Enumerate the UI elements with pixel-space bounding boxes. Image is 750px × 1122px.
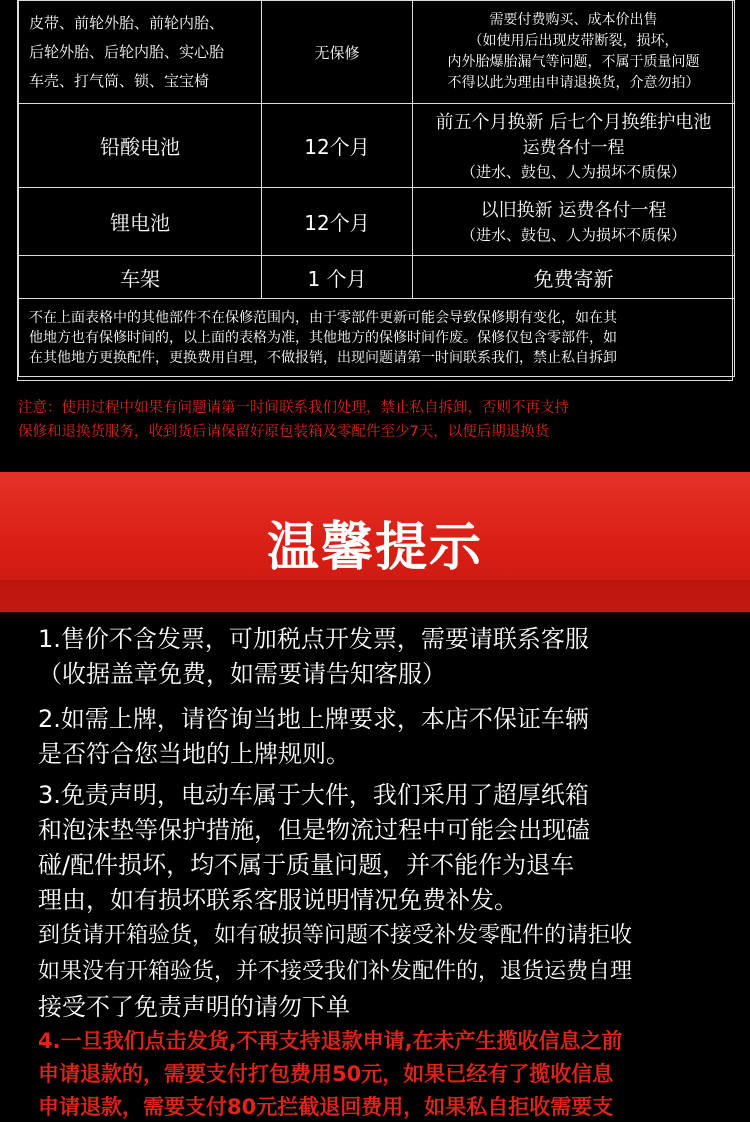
period-cell: 12个月: [262, 104, 413, 188]
tips-list: [38, 622, 738, 1122]
table-row: [19, 299, 735, 377]
period-cell: 12个月: [262, 188, 413, 256]
tip-line: 如果没有开箱验货，并不接受我们补发配件的，退货运费自理: [38, 959, 633, 984]
policy-line: （进水、鼓包、人为损坏不质保）: [460, 162, 686, 181]
tip-line: （收据盖章免费，如需要请告知客服）: [38, 660, 446, 688]
warning-line: 保修和退换货服务，收到货后请保留好原包装箱及零配件至少7天，以便后期退换货: [18, 424, 550, 440]
policy-line: 内外胎爆胎漏气等问题，不属于质量问题: [447, 54, 700, 70]
tip-line: 是否符合您当地的上牌规则。: [38, 740, 350, 768]
tip-line: 到货请开箱验货，如有破损等问题不接受补发零配件的请拒收: [38, 923, 633, 948]
note-line: 他地方也有保修时间的，以上面的表格为准，其他地方的保修时间作废。保修仅包含零部件，如: [29, 329, 617, 346]
tip-item: [38, 622, 738, 692]
policy-line: 不得以此为理由申请退换货，介意勿拍）: [447, 75, 700, 91]
part-cell: 锂电池: [19, 188, 262, 256]
policy-cell: [413, 1, 735, 104]
policy-line: 需要付费购买、成本价出售: [489, 12, 658, 28]
policy-line: （进水、鼓包、人为损坏不质保）: [460, 226, 686, 244]
note-line: 在其他地方更换配件，更换费用自理，不做报销，出现问题请第一时间联系我们，禁止私自拆卸: [29, 349, 617, 366]
table-row: [19, 188, 735, 256]
note-cell: [19, 299, 735, 377]
tip-line: 2.如需上牌，请咨询当地上牌要求，本店不保证车辆: [38, 705, 589, 733]
part-cell: 铅酸电池: [19, 104, 262, 188]
tip-item: [38, 990, 738, 1025]
policy-line: 运费各付一程: [522, 137, 625, 158]
tip-item: [38, 778, 738, 918]
tip-line: 理由，如有损坏联系客服说明情况免费补发。: [38, 886, 518, 914]
tip-line: 4.一旦我们点击发货,不再支持退款申请,在未产生揽收信息之前: [38, 1029, 623, 1053]
policy-line: 以旧换新 运费各付一程: [480, 200, 667, 221]
banner-fade: [0, 580, 750, 620]
policy-cell: [413, 104, 735, 188]
policy-line: （如使用后出现皮带断裂，损坏，: [468, 33, 679, 49]
tip-line: 碰/配件损坏，均不属于质量问题，并不能作为退车: [38, 851, 575, 879]
table-row: [19, 1, 735, 104]
banner-title: 温馨提示: [266, 517, 483, 578]
table-row: [19, 104, 735, 188]
tip-line: 接受不了免责声明的请勿下单: [38, 993, 350, 1021]
tip-line: 和泡沫垫等保护措施，但是物流过程中可能会出现磕: [38, 816, 590, 844]
tip-line: 申请退款，需要支付80元拦截退回费用，如果私自拒收需要支: [38, 1095, 614, 1119]
tip-line: 3.免责声明，电动车属于大件，我们采用了超厚纸箱: [38, 781, 589, 809]
tip-item: [38, 702, 738, 772]
policy-line: 前五个月换新 后七个月换维护电池: [435, 111, 712, 133]
warning-text: [18, 396, 734, 444]
policy-cell: 免费寄新: [413, 256, 735, 299]
tip-line: 1.售价不含发票，可加税点开发票，需要请联系客服: [38, 625, 589, 653]
tip-line: 申请退款的，需要支付打包费用50元，如果已经有了揽收信息: [38, 1062, 614, 1086]
table-row: [19, 256, 735, 299]
note-line: 不在上面表格中的其他部件不在保修范围内，由于零部件更新可能会导致保修期有变化，如在其: [29, 309, 617, 326]
period-cell: 无保修: [262, 1, 413, 104]
parts-cell: [19, 1, 262, 104]
parts-line: 车壳、打气筒、锁、宝宝椅: [29, 71, 210, 90]
parts-line: 后轮外胎、后轮内胎、实心胎: [29, 42, 225, 61]
warning-line: 注意：使用过程中如果有问题请第一时间联系我们处理，禁止私自拆卸，否则不再支持: [18, 400, 569, 416]
part-cell: 车架: [19, 256, 262, 299]
warranty-table: [17, 0, 733, 381]
policy-cell: [413, 188, 735, 256]
tip-item: [38, 1025, 738, 1122]
parts-line: 皮带、前轮外胎、前轮内胎、: [29, 13, 225, 32]
period-cell: 1 个月: [262, 256, 413, 299]
tip-item: [38, 918, 738, 990]
